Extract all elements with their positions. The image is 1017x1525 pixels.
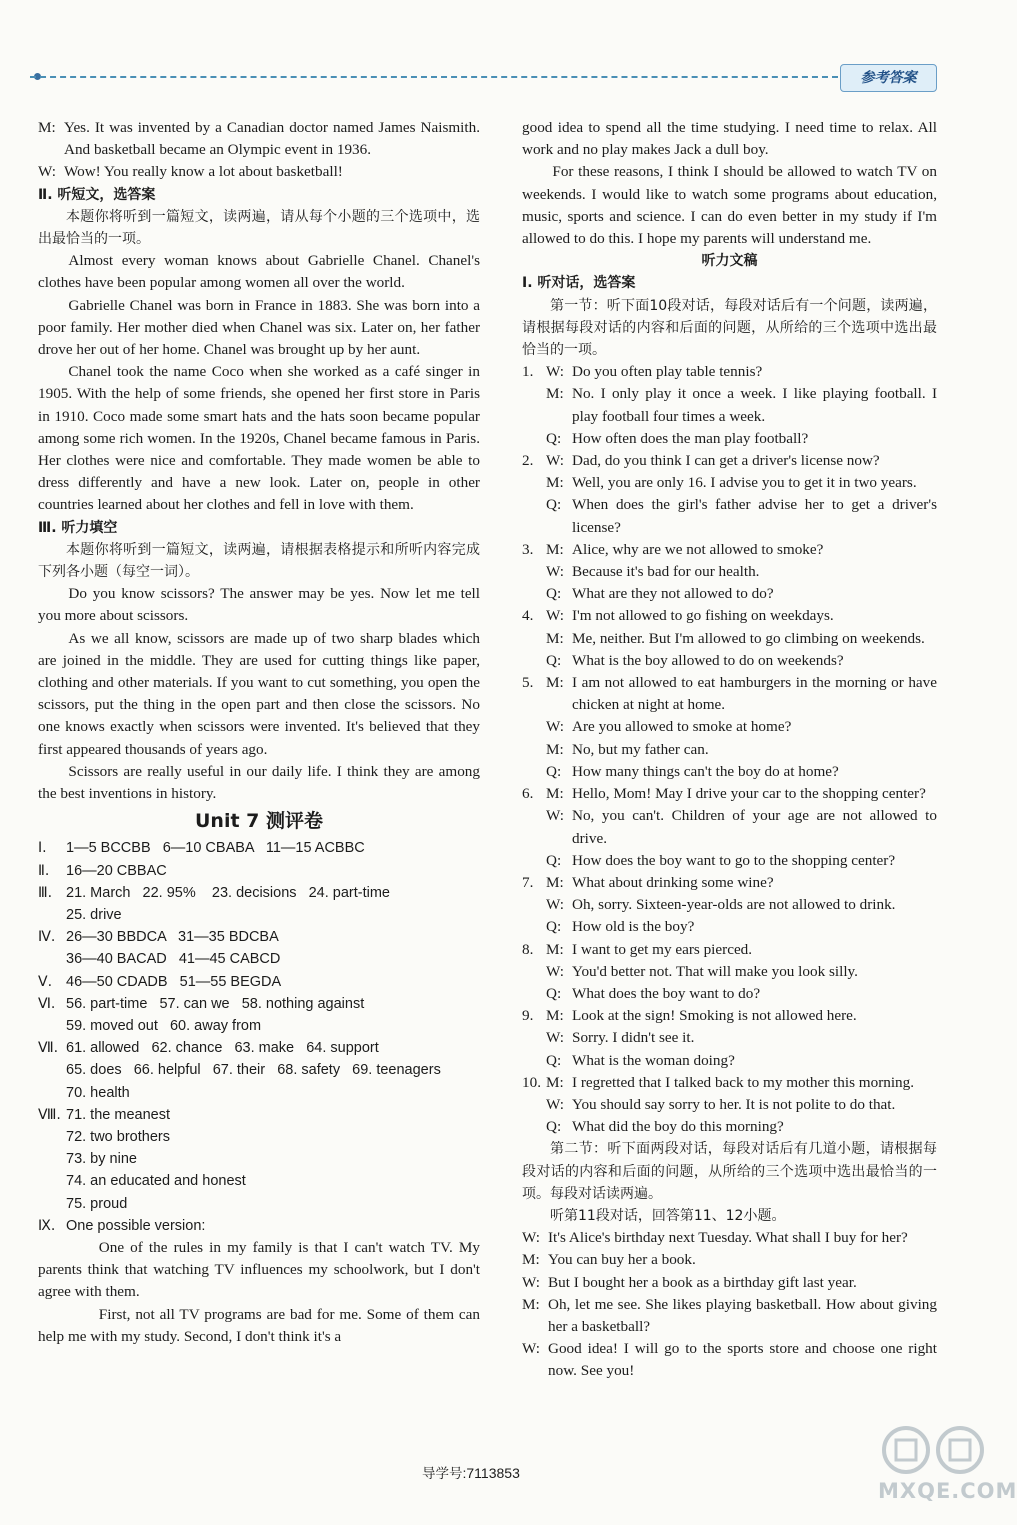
- answer-section-number: Ⅱ.: [38, 862, 50, 879]
- speaker-label: M:: [546, 873, 564, 891]
- speaker-label: W:: [546, 563, 564, 581]
- speaker-label: W:: [546, 607, 564, 625]
- answer-section-number: Ⅴ.: [38, 973, 53, 990]
- dialog-text: It's Alice's birthday next Tuesday. What shall I buy for her?: [548, 1229, 908, 1247]
- dialog-line: [522, 1005, 937, 1027]
- dialog-text: Well, you are only 16. I advise you to get it in two years.: [572, 474, 917, 492]
- scissors-paragraph-2: As we all know, scissors are made up of two sharp blades which are joined in the middle. They are used for cutting things like paper, clothing and other materials. If you want to cut something, you open the scissors, put the thing in the open part and then close the scissors. No one knows exactly when scissors were invented. It's believed that they first appeared thousands of years ago.: [38, 629, 480, 758]
- dialog-text: Sorry. I didn't see it.: [572, 1029, 695, 1047]
- dialog-line: [522, 805, 937, 849]
- dialog-text: How often does the man play football?: [572, 429, 809, 447]
- answer-values: 72. two brothers: [66, 1128, 170, 1145]
- answer-row: [38, 1015, 480, 1037]
- dialog-line: [522, 539, 937, 561]
- speaker-label: Q:: [546, 851, 562, 869]
- dialog-line: [522, 1272, 937, 1294]
- dialog-text: What is the woman doing?: [572, 1051, 735, 1069]
- section-2-heading: Ⅱ. 听短文，选答案: [38, 186, 156, 203]
- speaker-label: W:: [522, 1273, 540, 1291]
- answer-section-number: Ⅸ.: [38, 1217, 56, 1234]
- dialog-text: What did the boy do this morning?: [572, 1118, 784, 1136]
- speaker-label: M:: [546, 740, 564, 758]
- dialog-line: [522, 1094, 937, 1116]
- dialog-text: Are you allowed to smoke at home?: [572, 718, 792, 736]
- dialog-number: [522, 1116, 546, 1138]
- dialog-text: Good idea! I will go to the sports store and choose one right now. See you!: [548, 1340, 937, 1380]
- answer-row: [38, 1193, 480, 1215]
- dialog-text: How does the boy want to go to the shopping center?: [572, 851, 896, 869]
- dialog-line: [522, 672, 937, 716]
- speaker-label: W:: [546, 452, 564, 470]
- answer-section-number: [38, 1148, 66, 1170]
- answer-row: [38, 1215, 480, 1237]
- speaker-label: Q:: [546, 585, 562, 603]
- scissors-paragraph-3: Scissors are really useful in our daily life. I think they are among the best inventions in history.: [38, 762, 480, 803]
- part-2-instructions: 第二节：听下面两段对话，每段对话后有几道小题，请根据每段对话的内容和后面的问题，从所给的三个选项中选出最恰当的一项。每段对话读两遍。: [522, 1141, 937, 1202]
- speaker-label: Q:: [546, 429, 562, 447]
- answer-values: 73. by nine: [66, 1151, 137, 1168]
- dialog-number: [522, 761, 546, 783]
- dialog-line: [522, 961, 937, 983]
- dialog-line: [522, 1027, 937, 1049]
- answer-values: 16—20 CBBAC: [66, 862, 167, 879]
- dialog-line: [522, 783, 937, 805]
- speaker-label: W:: [546, 962, 564, 980]
- answer-section-number: [38, 1126, 66, 1148]
- dialog-line: [522, 1072, 937, 1094]
- footer-code: :7113853: [462, 1465, 520, 1481]
- dialog-line: [522, 583, 937, 605]
- answer-row: [38, 1037, 480, 1059]
- answer-row: [38, 882, 480, 904]
- dialog-number: [522, 961, 546, 983]
- answer-section-number: Ⅳ.: [38, 929, 56, 946]
- dialog-text: I am not allowed to eat hamburgers in the morning or have chicken at night at home.: [572, 674, 937, 714]
- dialog-text: What are they not allowed to do?: [572, 585, 774, 603]
- answer-values: 61. allowed 62. chance 63. make 64. support: [66, 1040, 379, 1057]
- dialog-text: Me, neither. But I'm allowed to go climbing on weekends.: [572, 629, 925, 647]
- section-3-instructions: 本题你将听到一篇短文，读两遍，请根据表格提示和所听内容完成下列各小题（每空一词）。: [38, 541, 480, 581]
- dialog-line: [522, 494, 937, 538]
- answer-row: [38, 948, 480, 970]
- answer-key-list: [38, 837, 480, 1237]
- answer-row: [38, 1126, 480, 1148]
- speaker-label: M:: [522, 1251, 540, 1269]
- scissors-paragraph-1: Do you know scissors? The answer may be yes. Now let me tell you more about scissors.: [38, 585, 480, 625]
- dialog-number: [522, 983, 546, 1005]
- dialog-number: [522, 583, 546, 605]
- dialog-text: When does the girl's father advise her to get a driver's license?: [572, 496, 937, 536]
- answer-values: 59. moved out 60. away from: [66, 1017, 262, 1034]
- chanel-paragraph-3: Chanel took the name Coco when she worked as a café singer in 1905. With the help of some friends, she opened her first store in Paris in 1910. Coco made some smart hats and the hats soon became popular among some rich women. In the 1920s, Chanel became famous in Paris. Her clothes were nice and comfortable. They made women be able to dress differently and have a new look. Later on, people in other countries learned about her clothes and fell in love with them.: [38, 363, 480, 514]
- answer-section-number: Ⅰ.: [38, 840, 47, 857]
- dialog-11-instructions: 听第11段对话，回答第11、12小题。: [550, 1207, 786, 1224]
- answer-values: 65. does 66. helpful 67. their 68. safety 69. teenagers: [66, 1062, 441, 1079]
- dialog-number: 2.: [522, 452, 534, 470]
- dialog-line: [522, 850, 937, 872]
- dialog-text: Do you often play table tennis?: [572, 363, 763, 381]
- dialog-line: [522, 1227, 937, 1249]
- answer-values: 36—40 BACAD 41—45 CABCD: [66, 951, 281, 968]
- answer-values: 56. part-time 57. can we 58. nothing against: [66, 995, 365, 1012]
- dialog-11: [522, 1227, 937, 1382]
- dialog-number: 6.: [522, 785, 534, 803]
- dialog-text: How many things can't the boy do at home?: [572, 762, 839, 780]
- dialog-text: How old is the boy?: [572, 918, 695, 936]
- answer-values: One possible version:: [66, 1217, 206, 1234]
- dialog-number: [522, 383, 546, 427]
- right-column: [522, 117, 937, 1383]
- watermark-logo: [878, 1418, 1017, 1510]
- dialog-line: [522, 983, 937, 1005]
- speaker-label: W:: [546, 807, 564, 825]
- answer-row: [38, 1082, 480, 1104]
- essay-paragraph-2: First, not all TV programs are bad for me. Some of them can help me with my study. Second, I don't think it's a: [38, 1305, 480, 1345]
- answer-section-number: Ⅶ.: [38, 1040, 59, 1057]
- dialog-line: [522, 650, 937, 672]
- dialog-text: Wow! You really know a lot about basketball!: [64, 163, 343, 181]
- dialog-number: [522, 472, 546, 494]
- chanel-paragraph-1: Almost every woman knows about Gabrielle Chanel. Chanel's clothes have been popular among women all over the world.: [38, 252, 480, 292]
- section-3-heading: Ⅲ. 听力填空: [38, 519, 118, 536]
- dialog-text: Dad, do you think I can get a driver's license now?: [572, 452, 880, 470]
- dialog-line: [522, 472, 937, 494]
- dialog-line: [522, 605, 937, 627]
- answer-values: 25. drive: [66, 906, 122, 923]
- dialog-number: [522, 850, 546, 872]
- dialog-number: [522, 650, 546, 672]
- dialog-text: You can buy her a book.: [548, 1251, 696, 1269]
- dialog-line: [522, 1116, 937, 1138]
- speaker-label: M:: [546, 940, 564, 958]
- answer-row: [38, 837, 480, 859]
- dialog-line: [522, 739, 937, 761]
- speaker-label: W:: [546, 896, 564, 914]
- essay-paragraph-3: For these reasons, I think I should be allowed to watch TV on weekends. I would like to watch some programs about education, music, sports and science. I can do even better in my study if I'm allowed to do this. I hope my parents will understand me.: [522, 163, 937, 248]
- speaker-label: M:: [38, 119, 56, 136]
- dialog-text: What does the boy want to do?: [572, 984, 761, 1002]
- dialog-number: 3.: [522, 540, 534, 558]
- dialog-text: I'm not allowed to go fishing on weekdays.: [572, 607, 834, 625]
- dialog-line: [522, 1249, 937, 1271]
- essay-continuation: good idea to spend all the time studying. I need time to relax. All work and no play makes Jack a dull boy.: [522, 119, 937, 159]
- answer-section-number: [38, 1193, 66, 1215]
- dialog-line: [522, 361, 937, 383]
- answer-section-number: [38, 904, 66, 926]
- chanel-paragraph-2: Gabrielle Chanel was born in France in 1883. She was born into a poor family. Her mother died when Chanel was six. Later on, her father drove her out of her home. Chanel was brought up by her aunt.: [38, 296, 480, 359]
- dialog-line: [522, 450, 937, 472]
- dialog-text: You should say sorry to her. It is not polite to do that.: [572, 1095, 896, 1113]
- answer-row: [38, 1059, 480, 1081]
- answer-row: [38, 971, 480, 993]
- dialog-text: Oh, sorry. Sixteen-year-olds are not allowed to drink.: [572, 896, 896, 914]
- dialog-line: [522, 383, 937, 427]
- dialog-number: [522, 1050, 546, 1072]
- speaker-label: W:: [546, 718, 564, 736]
- speaker-label: M:: [546, 385, 564, 403]
- dialog-line: [522, 1338, 937, 1382]
- dialog-number: [522, 561, 546, 583]
- section-2-instructions: 本题你将听到一篇短文，读两遍，请从每个小题的三个选项中，选出最恰当的一项。: [38, 208, 480, 248]
- dialog-number: 9.: [522, 1007, 534, 1025]
- dialog-text: Yes. It was invented by a Canadian doctor named James Naismith. And basketball became an Olympic event in 1936.: [64, 119, 480, 159]
- dialog-line: [522, 561, 937, 583]
- answer-section-number: [38, 948, 66, 970]
- speaker-label: M:: [546, 474, 564, 492]
- dialog-line: [522, 761, 937, 783]
- answer-row: [38, 860, 480, 882]
- answer-section-number: [38, 1170, 66, 1192]
- answer-row: [38, 1104, 480, 1126]
- answer-section-number: [38, 1082, 66, 1104]
- speaker-label: M:: [546, 785, 564, 803]
- answer-section-number: [38, 1059, 66, 1081]
- answer-row: [38, 1170, 480, 1192]
- answer-row: [38, 1148, 480, 1170]
- dialog-number: 4.: [522, 607, 534, 625]
- answer-values: 21. March 22. 95% 23. decisions 24. part-time: [66, 884, 390, 901]
- speaker-label: M:: [522, 1295, 540, 1313]
- speaker-label: Q:: [546, 984, 562, 1002]
- dialog-text: I regretted that I talked back to my mother this morning.: [572, 1073, 915, 1091]
- speaker-label: W:: [38, 163, 56, 181]
- dialog-number: [522, 916, 546, 938]
- speaker-label: Q:: [546, 1051, 562, 1069]
- transcript-section-1-heading: Ⅰ. 听对话，选答案: [522, 275, 636, 292]
- answer-key-badge: 参考答案: [840, 64, 937, 92]
- dialog-line: [522, 716, 937, 738]
- dialog-list: [522, 361, 937, 1138]
- dialog-line: [522, 1294, 937, 1338]
- essay-paragraph-1: One of the rules in my family is that I can't watch TV. My parents think that watching TV influences my schoolwork, but I don't agree with them.: [38, 1238, 480, 1301]
- dialog-text: I want to get my ears pierced.: [572, 940, 753, 958]
- dialog-text: No. I only play it once a week. I like playing football. I play football four times a week.: [572, 385, 937, 425]
- speaker-label: W:: [546, 1095, 564, 1113]
- speaker-label: W:: [522, 1340, 540, 1358]
- part-1-instructions: 第一节：听下面10段对话，每段对话后有一个问题，读两遍，请根据每段对话的内容和后面的问题，从所给的三个选项中选出最恰当的一项。: [522, 297, 937, 359]
- dialog-text: Alice, why are we not allowed to smoke?: [572, 540, 824, 558]
- answer-section-number: Ⅲ.: [38, 884, 53, 901]
- speaker-label: Q:: [546, 651, 562, 669]
- dialog-line: [522, 916, 937, 938]
- answer-values: 74. an educated and honest: [66, 1173, 246, 1190]
- answer-values: 46—50 CDADB 51—55 BEGDA: [66, 973, 282, 990]
- dialog-number: [522, 716, 546, 738]
- dialog-text: No, but my father can.: [572, 740, 709, 758]
- answer-values: 75. proud: [66, 1195, 128, 1212]
- dialog-number: 1.: [522, 363, 534, 381]
- dialog-text: Oh, let me see. She likes playing basketball. How about giving her a basketball?: [548, 1295, 937, 1335]
- footer: [422, 1462, 520, 1485]
- dialog-line: [38, 161, 480, 183]
- dialog-number: 10.: [522, 1073, 541, 1091]
- header-dashed-rule: [30, 76, 838, 78]
- unit-7-title: Unit 7 测评卷: [195, 810, 323, 833]
- answer-row: [38, 904, 480, 926]
- dialog-number: [522, 1027, 546, 1049]
- dialog-line: [522, 894, 937, 916]
- speaker-label: Q:: [546, 1118, 562, 1136]
- dialog-number: 5.: [522, 674, 534, 692]
- dialog-text: Look at the sign! Smoking is not allowed here.: [572, 1007, 857, 1025]
- dialog-line: [522, 872, 937, 894]
- dialog-number: 8.: [522, 940, 534, 958]
- answer-row: [38, 993, 480, 1015]
- speaker-label: Q:: [546, 496, 562, 514]
- speaker-label: W:: [546, 363, 564, 381]
- transcript-title: 听力文稿: [701, 253, 758, 270]
- speaker-label: W:: [546, 1029, 564, 1047]
- watermark-text: MXQE.COM: [878, 1479, 1017, 1503]
- dialog-line: [522, 1050, 937, 1072]
- dialog-number: [522, 628, 546, 650]
- speaker-label: M:: [546, 1007, 564, 1025]
- answer-section-number: [38, 1015, 66, 1037]
- answer-values: 1—5 BCCBB 6—10 CBABA 11—15 ACBBC: [66, 840, 365, 857]
- answer-values: 71. the meanest: [66, 1106, 170, 1123]
- speaker-label: M:: [546, 1073, 564, 1091]
- dialog-text: You'd better not. That will make you look silly.: [572, 962, 858, 980]
- dialog-number: [522, 1094, 546, 1116]
- speaker-label: Q:: [546, 918, 562, 936]
- watermark-seal-icon: [878, 1418, 988, 1478]
- answer-section-number: Ⅷ.: [38, 1106, 61, 1123]
- dialog-number: [522, 428, 546, 450]
- footer-label: 导学号: [422, 1466, 463, 1482]
- dialog-number: [522, 805, 546, 849]
- dialog-line: [38, 117, 480, 161]
- dialog-text: What is the boy allowed to do on weekends?: [572, 651, 844, 669]
- dialog-number: [522, 494, 546, 538]
- dialog-number: [522, 739, 546, 761]
- dialog-ending: [38, 117, 480, 184]
- dialog-number: 7.: [522, 873, 534, 891]
- speaker-label: M:: [546, 540, 564, 558]
- answer-row: [38, 926, 480, 948]
- dialog-number: [522, 894, 546, 916]
- dialog-line: [522, 428, 937, 450]
- dialog-text: No, you can't. Children of your age are not allowed to drive.: [572, 807, 937, 847]
- speaker-label: M:: [546, 674, 564, 692]
- left-column: [38, 117, 480, 1348]
- dialog-text: But I bought her a book as a birthday gift last year.: [548, 1273, 857, 1291]
- dialog-text: Hello, Mom! May I drive your car to the shopping center?: [572, 785, 926, 803]
- answer-values: 26—30 BBDCA 31—35 BDCBA: [66, 929, 279, 946]
- dialog-text: Because it's bad for our health.: [572, 563, 760, 581]
- dialog-line: [522, 628, 937, 650]
- dialog-text: What about drinking some wine?: [572, 873, 774, 891]
- speaker-label: Q:: [546, 762, 562, 780]
- dialog-line: [522, 939, 937, 961]
- speaker-label: W:: [522, 1229, 540, 1247]
- speaker-label: M:: [546, 629, 564, 647]
- answer-section-number: Ⅵ.: [38, 995, 56, 1012]
- answer-values: 70. health: [66, 1084, 130, 1101]
